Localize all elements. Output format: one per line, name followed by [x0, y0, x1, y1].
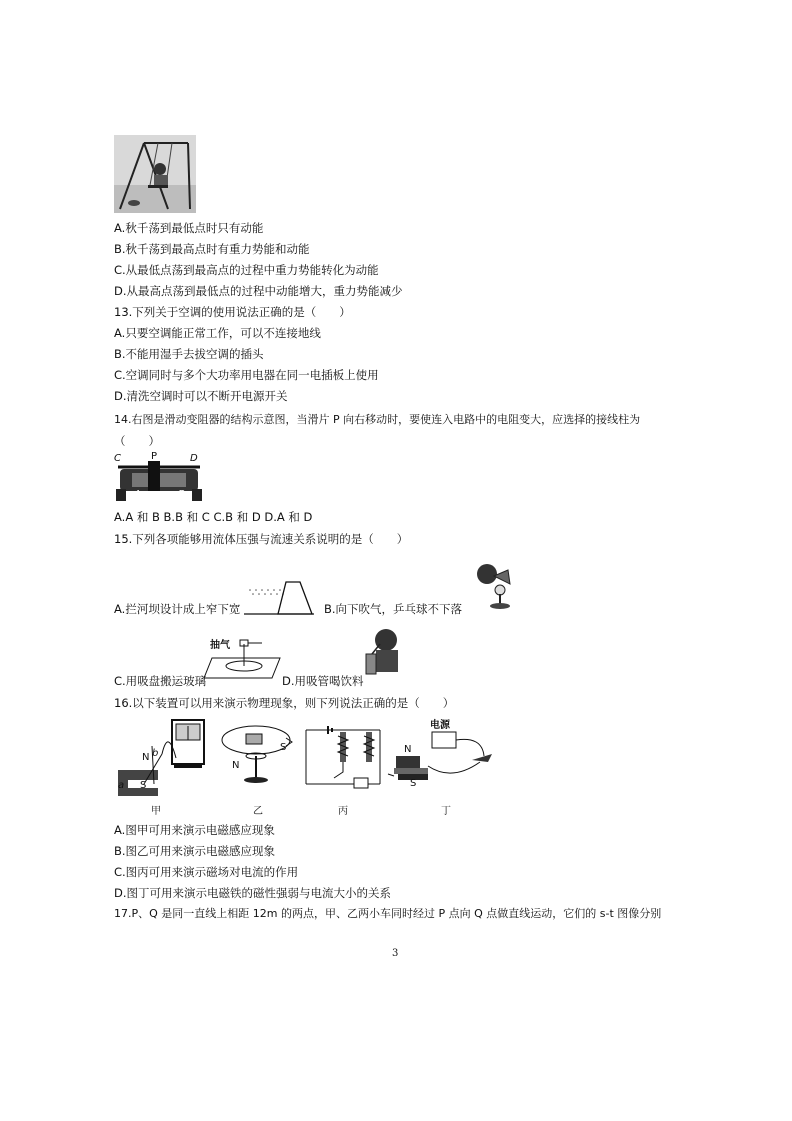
q15-option-b: B.向下吹气，乒乓球不下落: [324, 602, 463, 616]
suction-label: 抽气: [210, 640, 230, 651]
figure-bing: [304, 726, 382, 788]
rheostat-label-b: B: [178, 489, 185, 500]
caption-ding: 丁: [441, 806, 451, 817]
q12-option-a: A.秋千荡到最低点时只有动能: [114, 221, 264, 235]
q14-stem-line2: （ ）: [114, 434, 160, 448]
q12-option-b: B.秋千荡到最高点时有重力势能和动能: [114, 242, 310, 256]
q15-option-c: C.用吸盘搬运玻璃: [114, 674, 207, 688]
ding-label-power: 电源: [430, 720, 450, 731]
swing-figure: [114, 135, 196, 213]
rheostat-figure: [114, 451, 204, 505]
q14-stem-line1: 14.右图是滑动变阻器的结构示意图，当滑片 P 向右移动时，要使连入电路中的电阻变大，应选择的接线柱为: [114, 413, 641, 426]
straw-drinking-figure: [362, 626, 408, 676]
jia-label-a: a: [118, 780, 125, 791]
q15-option-a: A.拦河坝设计成上窄下宽: [114, 602, 241, 616]
q13-option-b: B.不能用湿手去拔空调的插头: [114, 347, 264, 361]
q12-option-d: D.从最高点荡到最低点的过程中动能增大，重力势能减少: [114, 284, 403, 298]
dam-figure: [244, 578, 314, 616]
rheostat-label-d: D: [190, 453, 198, 464]
figure-ding: [392, 716, 498, 796]
q16-option-c: C.图丙可用来演示磁场对电流的作用: [114, 865, 299, 879]
q16-option-d: D.图丁可用来演示电磁铁的磁性强弱与电流大小的关系: [114, 886, 392, 900]
ding-label-s: S: [410, 778, 417, 789]
q12-option-c: C.从最低点荡到最高点的过程中重力势能转化为动能: [114, 263, 379, 277]
yi-label-n: N: [232, 760, 240, 771]
jia-label-n: N: [142, 752, 150, 763]
q15-stem: 15.下列各项能够用流体压强与流速关系说明的是（ ）: [114, 532, 409, 546]
q14-options: A.A 和 B B.B 和 C C.B 和 D D.A 和 D: [114, 510, 313, 524]
q13-stem: 13.下列关于空调的使用说法正确的是（ ）: [114, 305, 351, 319]
q13-option-a: A.只要空调能正常工作，可以不连接地线: [114, 326, 321, 340]
caption-yi: 乙: [253, 806, 263, 817]
suction-cup-figure: [210, 636, 285, 680]
q13-option-d: D.清洗空调时可以不断开电源开关: [114, 389, 288, 403]
caption-jia: 甲: [151, 806, 161, 817]
funnel-pingpong-figure: [470, 556, 520, 612]
jia-label-b: b: [152, 748, 159, 759]
rheostat-label-p: P: [151, 451, 158, 462]
caption-bing: 丙: [338, 806, 348, 817]
q17-stem: 17.P、Q 是同一直线上相距 12m 的两点，甲、乙两小车同时经过 P 点向 Q 点做直线运动，它们的 s-t 图像分别: [114, 907, 662, 920]
q16-option-a: A.图甲可用来演示电磁感应现象: [114, 823, 275, 837]
q16-option-b: B.图乙可用来演示电磁感应现象: [114, 844, 276, 858]
rheostat-label-a: A: [134, 489, 141, 500]
jia-label-s: S: [140, 780, 147, 791]
q13-option-c: C.空调同时与多个大功率用电器在同一电插板上使用: [114, 368, 379, 382]
q15-option-d: D.用吸管喝饮料: [282, 674, 364, 688]
rheostat-label-c: C: [114, 453, 121, 464]
ding-label-n: N: [404, 744, 412, 755]
figure-jia: [114, 718, 214, 808]
yi-label-s: S: [280, 742, 287, 753]
page-number: 3: [392, 948, 399, 959]
q16-stem: 16.以下装置可以用来演示物理现象，则下列说法正确的是（ ）: [114, 696, 455, 710]
figure-yi: [216, 722, 296, 792]
